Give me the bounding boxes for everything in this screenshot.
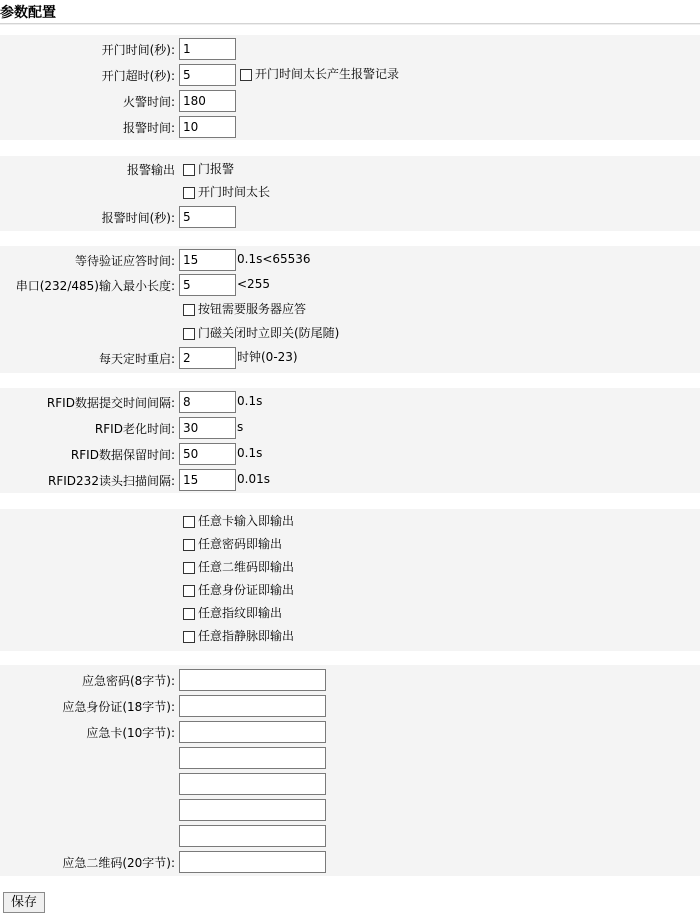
button-server-checkbox[interactable] (183, 304, 195, 316)
serial-min-len-label: 串口(232/485)输入最小长度: (15, 279, 175, 293)
door-alarm-label: 门报警 (198, 162, 235, 176)
output-idcard-label: 任意身份证即输出 (198, 583, 295, 597)
emergency-card-input-4[interactable] (179, 799, 326, 821)
alarm-time-sec-input[interactable] (179, 206, 236, 228)
wait-response-input[interactable] (179, 249, 236, 271)
emergency-password-label: 应急密码(8字节): (81, 674, 175, 688)
emergency-section (0, 665, 700, 876)
rfid-retain-unit: 0.1s (237, 446, 263, 460)
open-time-label: 开门时间(秒): (101, 43, 175, 57)
output-password-label: 任意密码即输出 (198, 537, 283, 551)
button-server-label: 按钮需要服务器应答 (198, 302, 307, 316)
wait-response-label: 等待验证应答时间: (74, 254, 175, 268)
alarm-output-label: 报警输出 (126, 163, 175, 177)
output-qrcode-checkbox[interactable] (183, 562, 195, 574)
emergency-card-input-3[interactable] (179, 773, 326, 795)
open-too-long-record-label: 开门时间太长产生报警记录 (255, 67, 400, 81)
emergency-idcard-input[interactable] (179, 695, 326, 717)
output-password-checkbox[interactable] (183, 539, 195, 551)
output-fingerprint-checkbox[interactable] (183, 608, 195, 620)
alarm-time-input[interactable] (179, 116, 236, 138)
output-idcard-checkbox[interactable] (183, 585, 195, 597)
rfid-scan-interval-unit: 0.01s (237, 472, 270, 486)
open-too-long-checkbox[interactable] (183, 187, 195, 199)
output-vein-label: 任意指静脉即输出 (198, 629, 295, 643)
daily-reboot-input[interactable] (179, 347, 236, 369)
output-card-label: 任意卡输入即输出 (198, 514, 295, 528)
rfid-submit-interval-label: RFID数据提交时间间隔: (46, 396, 175, 410)
output-qrcode-label: 任意二维码即输出 (198, 560, 295, 574)
door-timing-section (0, 35, 700, 140)
emergency-idcard-label: 应急身份证(18字节): (62, 700, 175, 714)
alarm-time-sec-label: 报警时间(秒): (101, 211, 175, 225)
rfid-aging-input[interactable] (179, 417, 236, 439)
open-time-input[interactable] (179, 38, 236, 60)
title-divider-shadow (0, 24, 700, 25)
emergency-card-label: 应急卡(10字节): (86, 726, 175, 740)
magnet-close-checkbox[interactable] (183, 328, 195, 340)
serial-min-len-input[interactable] (179, 274, 236, 296)
rfid-retain-label: RFID数据保留时间: (70, 448, 175, 462)
emergency-card-input-5[interactable] (179, 825, 326, 847)
alarm-time-label: 报警时间: (122, 121, 175, 135)
open-too-long-record-checkbox[interactable] (240, 69, 252, 81)
rfid-aging-label: RFID老化时间: (94, 422, 175, 436)
output-vein-checkbox[interactable] (183, 631, 195, 643)
emergency-card-input-1[interactable] (179, 721, 326, 743)
open-timeout-input[interactable] (179, 64, 236, 86)
open-timeout-label: 开门超时(秒): (101, 69, 175, 83)
output-fingerprint-label: 任意指纹即输出 (198, 606, 283, 620)
alarm-output-section (0, 156, 700, 231)
rfid-aging-unit: s (237, 420, 244, 434)
page-title: 参数配置 (0, 5, 56, 21)
output-card-checkbox[interactable] (183, 516, 195, 528)
rfid-retain-input[interactable] (179, 443, 236, 465)
daily-reboot-unit: 时钟(0-23) (237, 350, 298, 364)
wait-response-unit: 0.1s<65536 (237, 252, 311, 266)
verification-section (0, 246, 700, 373)
rfid-submit-interval-unit: 0.1s (237, 394, 263, 408)
emergency-qrcode-input[interactable] (179, 851, 326, 873)
rfid-scan-interval-label: RFID232读头扫描间隔: (48, 474, 175, 488)
emergency-card-input-2[interactable] (179, 747, 326, 769)
emergency-password-input[interactable] (179, 669, 326, 691)
door-alarm-checkbox[interactable] (183, 164, 195, 176)
fire-alarm-time-label: 火警时间: (122, 95, 175, 109)
rfid-submit-interval-input[interactable] (179, 391, 236, 413)
fire-alarm-time-input[interactable] (179, 90, 236, 112)
save-button[interactable]: 保存 (3, 892, 45, 913)
open-too-long-label: 开门时间太长 (198, 185, 271, 199)
output-options-section (0, 509, 700, 651)
serial-min-len-unit: <255 (237, 277, 270, 291)
magnet-close-label: 门磁关闭时立即关(防尾随) (198, 326, 340, 340)
rfid-scan-interval-input[interactable] (179, 469, 236, 491)
daily-reboot-label: 每天定时重启: (98, 352, 175, 366)
emergency-qrcode-label: 应急二维码(20字节): (62, 856, 175, 870)
rfid-section (0, 388, 700, 493)
